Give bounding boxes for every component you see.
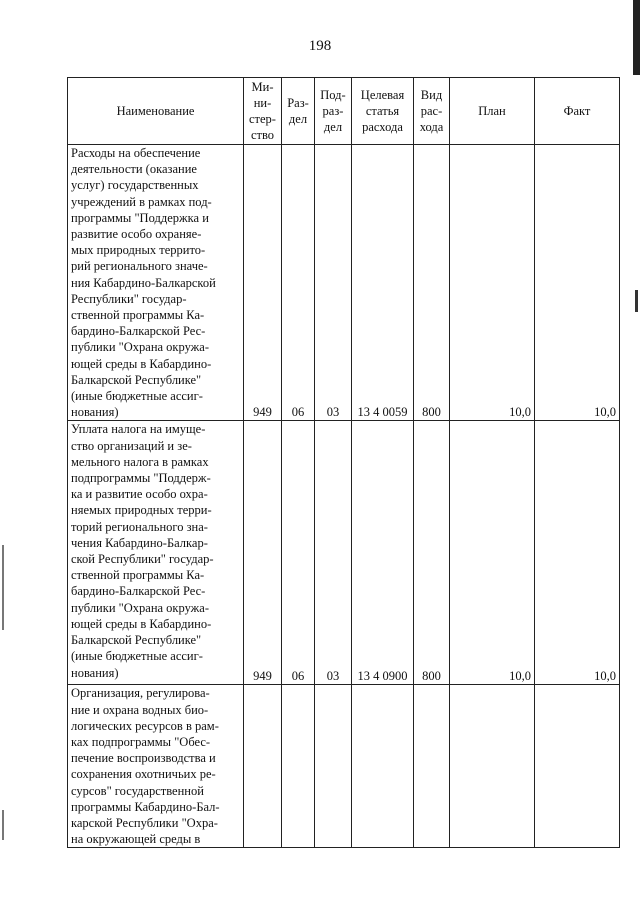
row-name-line: бардино-Балкарской Рес- — [71, 324, 206, 339]
row-name-line: карской Республики "Охра- — [71, 816, 218, 831]
row-name — [68, 145, 244, 421]
row-name-line: подпрограммы "Поддерж- — [71, 471, 211, 486]
row-name-line: развитие особо охраняе- — [71, 227, 202, 242]
row-name-line: чения Кабардино-Балкар- — [71, 535, 208, 550]
table-header-row — [68, 78, 620, 145]
row-name-line: логических ресурсов в рам- — [71, 718, 219, 733]
row-plan: 10,0 — [450, 421, 535, 685]
scan-left-mark — [2, 545, 4, 630]
row-name-line: нования) — [71, 665, 119, 680]
header-fact: Факт — [535, 78, 620, 145]
row-plan: 10,0 — [450, 145, 535, 421]
row-name-line: публики "Охрана окружа- — [71, 340, 210, 355]
row-name-line: услуг) государственных — [71, 178, 199, 193]
row-fact — [535, 685, 620, 848]
row-name-line: ния Кабардино-Балкарской — [71, 275, 216, 290]
row-name-line: сохранения охотничьих ре- — [71, 767, 216, 782]
row-name-line: Балкарской Республике" — [71, 633, 202, 648]
row-ministry: 949 — [244, 421, 282, 685]
row-name-line: Организация, регулирова- — [71, 686, 210, 701]
row-name-line: бардино-Балкарской Рес- — [71, 584, 206, 599]
row-name-line: ственной программы Ка- — [71, 568, 205, 583]
table-row — [68, 685, 620, 848]
row-section: 06 — [282, 145, 315, 421]
row-name-line: ство организаций и зе- — [71, 438, 192, 453]
header-subsection: Под- раз- дел — [315, 78, 352, 145]
row-name-line: ние и охрана водных био- — [71, 702, 209, 717]
row-name-line: ка и развитие особо охра- — [71, 487, 208, 502]
row-name-line: ющей среды в Кабардино- — [71, 616, 212, 631]
scan-edge-tick — [635, 290, 638, 312]
row-name-line: программы "Поддержка и — [71, 210, 209, 225]
row-name-line: нования) — [71, 405, 119, 420]
row-name-line: рий регионального значе- — [71, 259, 208, 274]
table-row — [68, 145, 620, 421]
row-subsection — [315, 685, 352, 848]
row-name-line: программы Кабардино-Бал- — [71, 799, 220, 814]
row-expense-type — [414, 685, 450, 848]
header-ministry: Ми- ни- стер- ство — [244, 78, 282, 145]
row-fact: 10,0 — [535, 421, 620, 685]
header-target: Целевая статья расхода — [352, 78, 414, 145]
row-name-line: няемых природных терри- — [71, 503, 212, 518]
row-name-line: учреждений в рамках под- — [71, 194, 212, 209]
row-subsection: 03 — [315, 421, 352, 685]
row-fact: 10,0 — [535, 145, 620, 421]
row-name-line: Балкарской Республике" — [71, 372, 202, 387]
row-target: 13 4 0059 — [352, 145, 414, 421]
row-name-line: ющей среды в Кабардино- — [71, 356, 212, 371]
row-name-line: мельного налога в рамках — [71, 454, 209, 469]
row-name-line: ской Республики" государ- — [71, 552, 214, 567]
row-ministry — [244, 685, 282, 848]
row-section: 06 — [282, 421, 315, 685]
scan-left-mark — [2, 810, 4, 840]
row-name — [68, 685, 244, 848]
page-number: 198 — [308, 38, 332, 54]
row-name-line: Уплата налога на имуще- — [71, 422, 206, 437]
row-target — [352, 685, 414, 848]
table-row — [68, 421, 620, 685]
row-name — [68, 421, 244, 685]
header-name: Наименование — [68, 78, 244, 145]
row-name-line: ках подпрограммы "Обес- — [71, 735, 211, 750]
row-name-line: ственной программы Ка- — [71, 308, 205, 323]
row-name-line: деятельности (оказание — [71, 162, 197, 177]
row-name-line: печение воспроизводства и — [71, 751, 216, 766]
row-name-line: Республики" государ- — [71, 291, 187, 306]
row-expense-type: 800 — [414, 421, 450, 685]
row-name-line: мых природных террито- — [71, 243, 206, 258]
header-expense-type: Вид рас- хода — [414, 78, 450, 145]
header-plan: План — [450, 78, 535, 145]
row-ministry: 949 — [244, 145, 282, 421]
row-name-line: (иные бюджетные ассиг- — [71, 389, 203, 404]
row-name-line: торий регионального зна- — [71, 519, 208, 534]
row-name-line: публики "Охрана окружа- — [71, 600, 210, 615]
row-target: 13 4 0900 — [352, 421, 414, 685]
row-name-line: Расходы на обеспечение — [71, 146, 201, 160]
row-expense-type: 800 — [414, 145, 450, 421]
header-section: Раз- дел — [282, 78, 315, 145]
row-name-line: сурсов" государственной — [71, 783, 204, 798]
row-name-line: на окружающей среды в — [71, 832, 201, 847]
row-section — [282, 685, 315, 848]
budget-table — [67, 77, 620, 848]
row-plan — [450, 685, 535, 848]
row-name-line: (иные бюджетные ассиг- — [71, 649, 203, 664]
row-subsection: 03 — [315, 145, 352, 421]
